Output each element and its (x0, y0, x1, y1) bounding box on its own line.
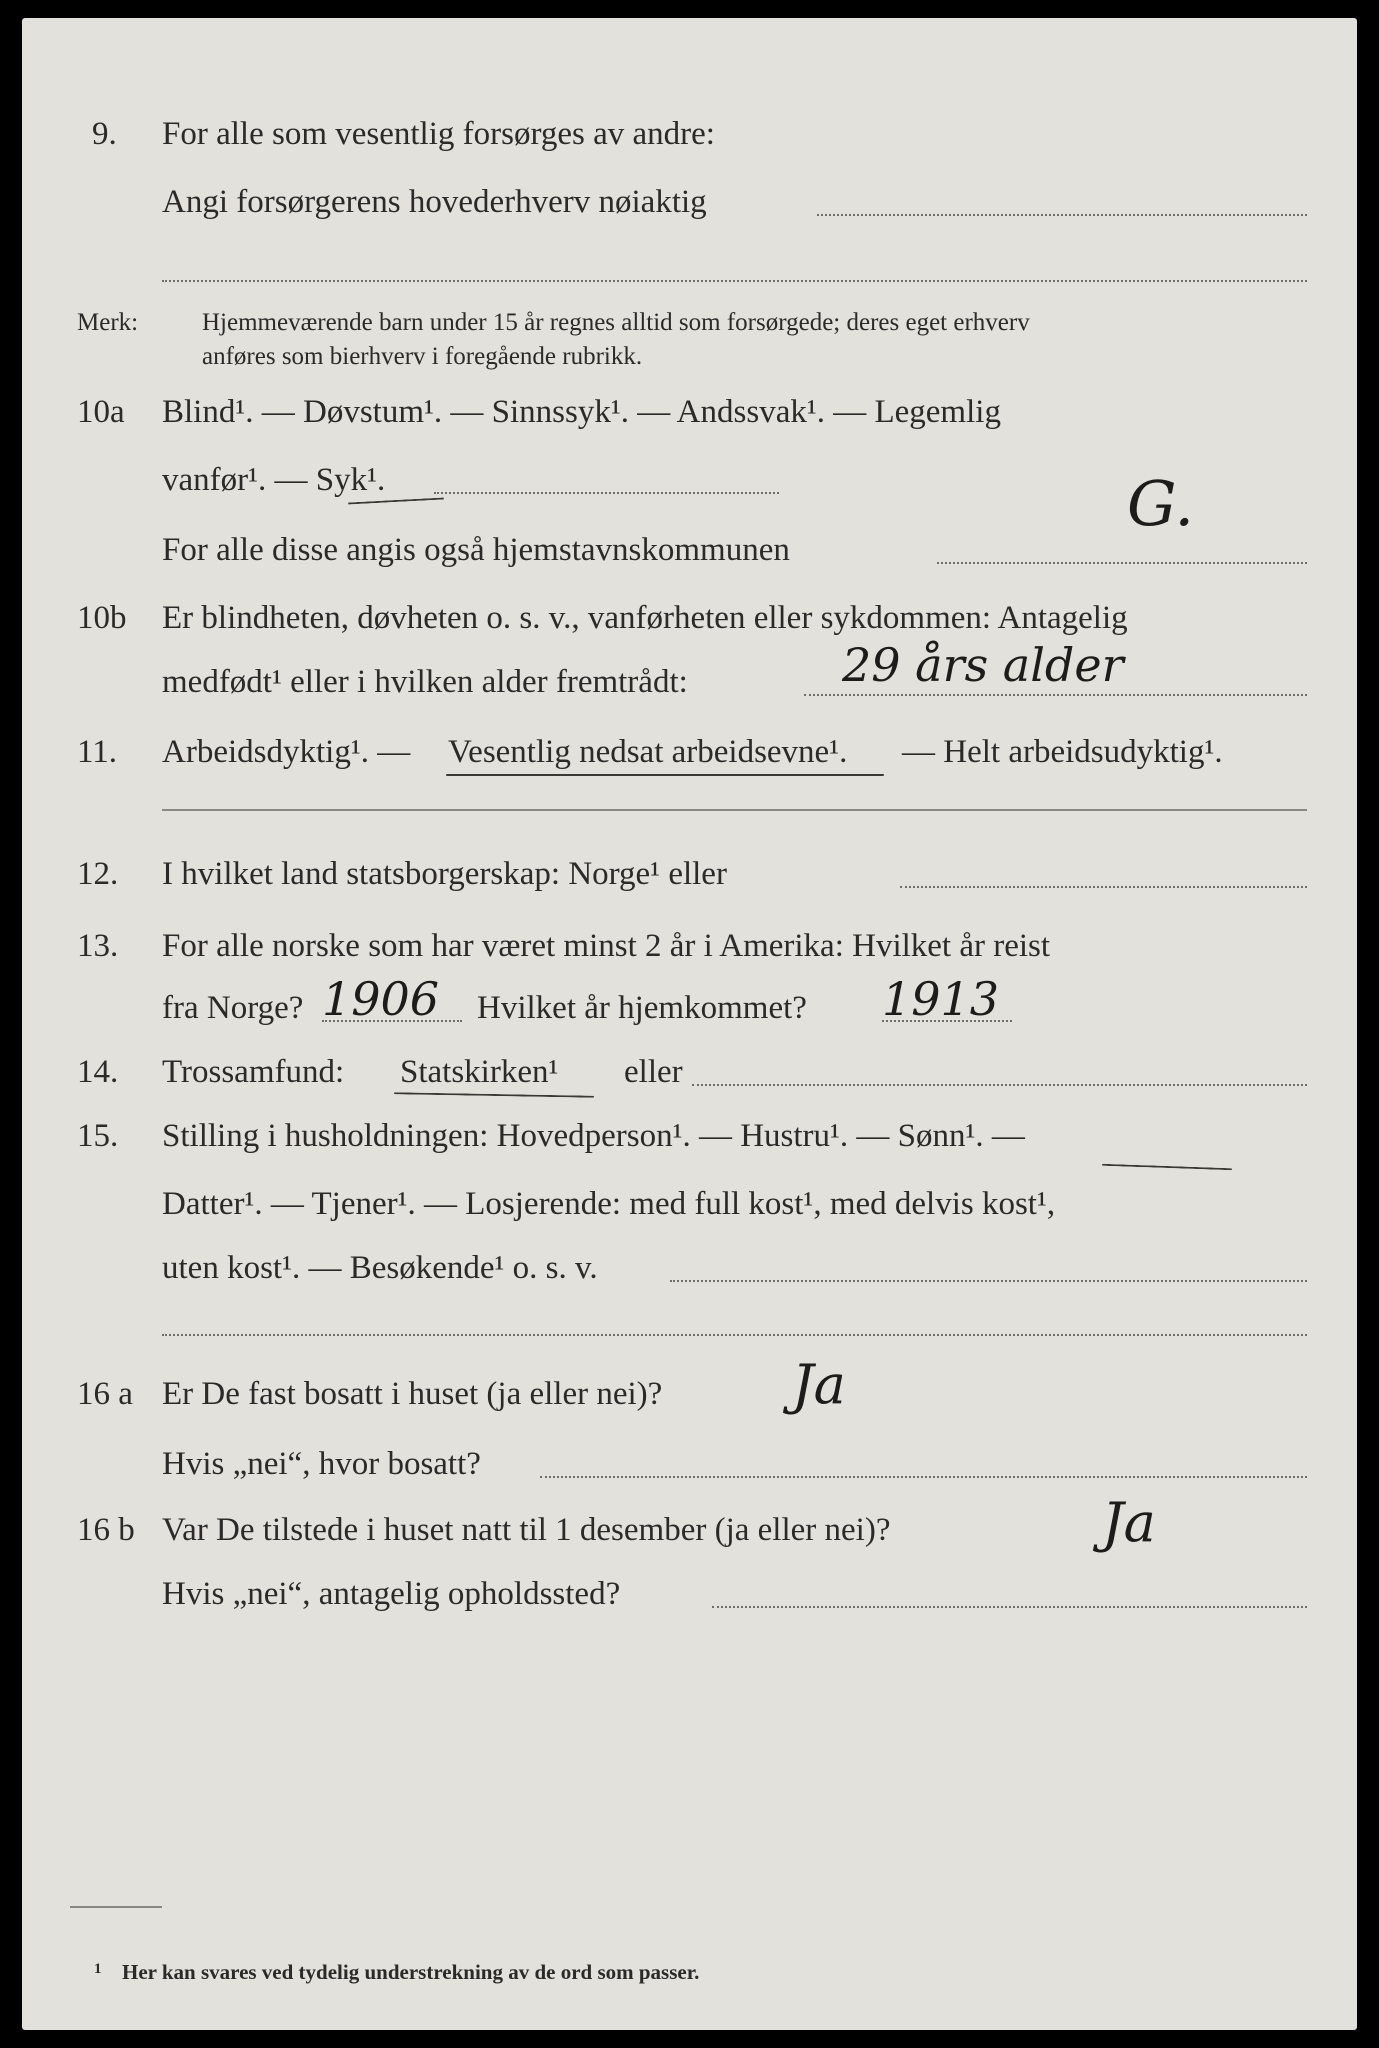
q16a-line1: Er De fast bosatt i huset (ja eller nei)? (162, 1376, 663, 1412)
q9-number: 9. (92, 116, 117, 152)
census-form-page (22, 18, 1357, 2030)
q16b-line2: Hvis „nei“, antagelig opholdssted? (162, 1576, 621, 1612)
q13-number: 13. (77, 928, 119, 964)
q9-answer-line-2 (162, 280, 1307, 282)
q10a-line3: For alle disse angis også hjemstavnskommunen (162, 532, 790, 568)
footnote-text: Her kan svares ved tydelig understrekning av de ord som passer. (122, 1960, 700, 1984)
q16b-number: 16 b (77, 1512, 135, 1548)
q13-year-returned-line (882, 1020, 1012, 1022)
q12-line1: I hvilket land statsborgerskap: Norge¹ eller (162, 856, 727, 892)
q11-rule (162, 809, 1307, 811)
q10b-handwritten-answer: 29 års alder (842, 638, 1124, 692)
q10b-line1: Er blindheten, døvheten o. s. v., vanførheten eller sykdommen: Antagelig (162, 600, 1128, 636)
merk-line2: anføres som bierhverv i foregående rubrikk. (202, 343, 643, 370)
q11-part3: — Helt arbeidsudyktig¹. (902, 734, 1223, 770)
q15-line1: Stilling i husholdningen: Hovedperson¹. — Hustru¹. — Sønn¹. — (162, 1118, 1025, 1154)
q13-handwritten-year-left: 1906 (322, 972, 440, 1026)
q11-part1: Arbeidsdyktig¹. — (162, 734, 411, 770)
q16b-handwritten-answer: Ja (1102, 1491, 1156, 1554)
underline-vesentlig-nedsat (446, 774, 884, 776)
footnote-rule (70, 1906, 162, 1908)
q10b-answer-line (804, 694, 1307, 696)
footnote-mark: 1 (94, 1961, 102, 1977)
q13-line1: For alle norske som har været minst 2 år i Amerika: Hvilket år reist (162, 928, 1051, 964)
q14-part3: eller (624, 1054, 683, 1090)
q16a-line2: Hvis „nei“, hvor bosatt? (162, 1446, 481, 1482)
q15-line3: uten kost¹. — Besøkende¹ o. s. v. (162, 1250, 598, 1286)
q10b-line2: medfødt¹ eller i hvilken alder fremtrådt: (162, 664, 688, 700)
q16a-handwritten-answer: Ja (792, 1353, 846, 1416)
q14-part1: Trossamfund: (162, 1054, 345, 1090)
q11-number: 11. (77, 734, 118, 770)
q15-answer-line (670, 1280, 1307, 1282)
q12-number: 12. (77, 856, 119, 892)
q15-line2: Datter¹. — Tjener¹. — Losjerende: med full kost¹, med delvis kost¹, (162, 1186, 1056, 1222)
q14-answer-line (692, 1084, 1307, 1086)
q13-handwritten-year-returned: 1913 (882, 972, 1000, 1026)
merk-label: Merk: (77, 309, 139, 336)
underline-syk (348, 497, 444, 504)
q16b-line1: Var De tilstede i huset natt til 1 desember (ja eller nei)? (162, 1512, 891, 1548)
q11-part2: Vesentlig nedsat arbeidsevne¹. (448, 734, 848, 770)
q14-number: 14. (77, 1054, 119, 1090)
q10a-hjemstavn-line (937, 562, 1307, 564)
q10a-handwritten-answer: G. (1127, 467, 1195, 540)
q10a-line1: Blind¹. — Døvstum¹. — Sinnssyk¹. — Andssvak¹. — Legemlig (162, 394, 1001, 430)
q10a-line2: vanfør¹. — Syk¹. (162, 462, 386, 498)
q10a-number: 10a (77, 394, 125, 430)
underline-sonn (1102, 1164, 1232, 1171)
q15-number: 15. (77, 1118, 119, 1154)
q9-line2: Angi forsørgerens hovederhverv nøiaktig (162, 184, 707, 220)
q16a-answer-line (540, 1476, 1307, 1478)
q13-line2a: fra Norge? (162, 990, 304, 1026)
q14-part2: Statskirken¹ (400, 1054, 559, 1090)
underline-statskirken (394, 1092, 594, 1097)
q13-year-left-line (322, 1020, 462, 1022)
q16a-number: 16 a (77, 1376, 133, 1412)
q10a-answer-line (434, 492, 779, 494)
q10b-number: 10b (77, 600, 127, 636)
q12-answer-line (900, 886, 1307, 888)
q9-answer-line (817, 214, 1307, 216)
q13-line2b: Hvilket år hjemkommet? (477, 990, 807, 1026)
q15-answer-line-2 (162, 1334, 1307, 1336)
q16b-answer-line (712, 1606, 1307, 1608)
q9-line1: For alle som vesentlig forsørges av andre: (162, 116, 715, 152)
merk-line1: Hjemmeværende barn under 15 år regnes alltid som forsørgede; deres eget erhverv (202, 309, 1030, 336)
